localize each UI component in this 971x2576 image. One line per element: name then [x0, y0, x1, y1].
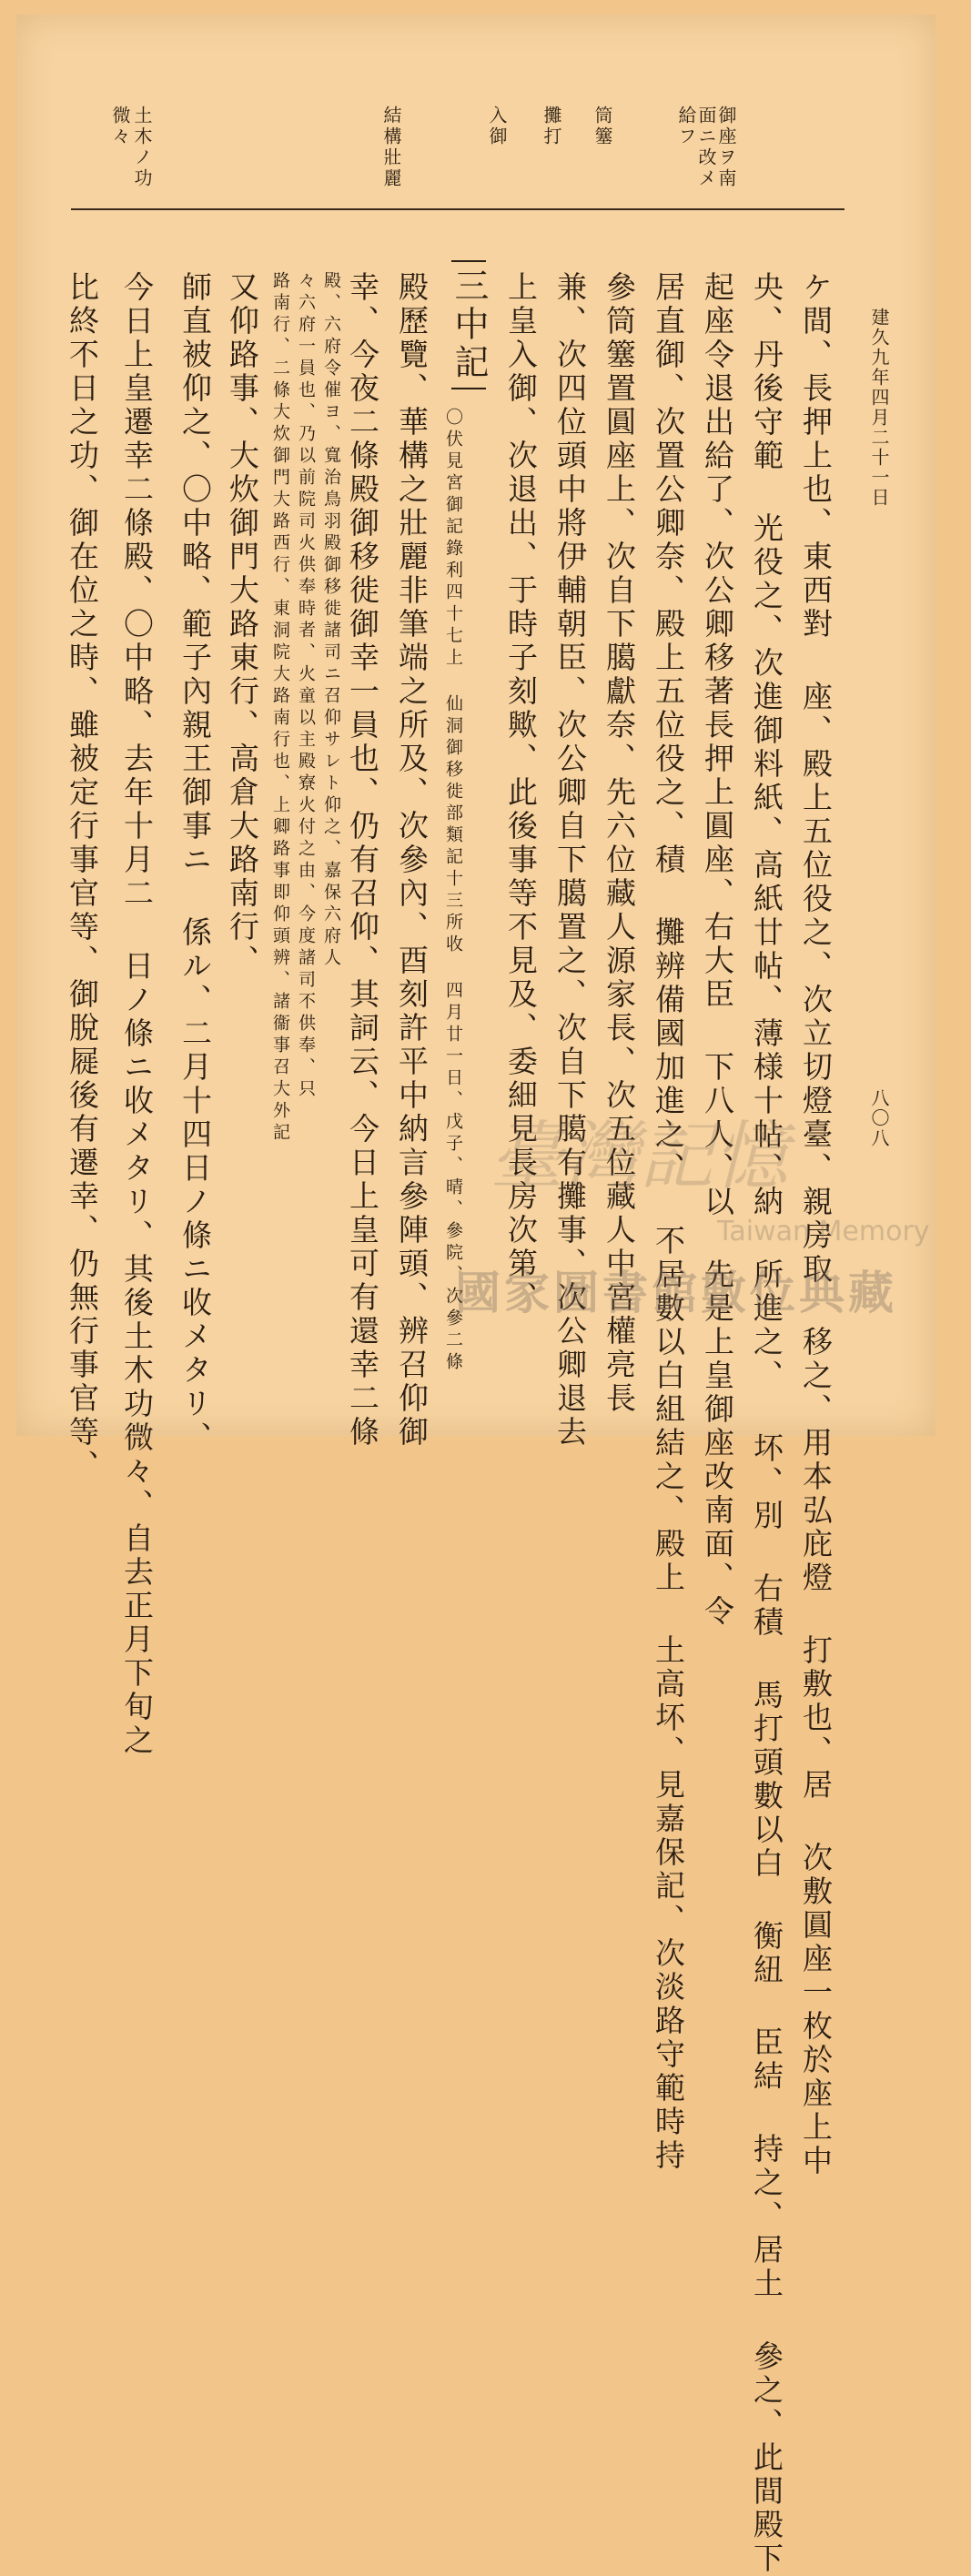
running-head-date: 建久九年四月二十一日: [868, 308, 890, 508]
margin-note: 面ニ改メ: [695, 106, 717, 189]
text-column: 殿、六府令催ヨ、寬治鳥羽殿御移徙諸司ニ召仰サレト仰之、嘉保六府人: [321, 271, 341, 970]
margin-note: 土木ノ功: [131, 106, 153, 189]
text-column: 央、丹後守範 光役之、次進御料紙、高紙廿帖、薄様十帖、納 所進之、 坏、別 右積 馬打頭數以白 衡紐 臣結 持之、居土 參之、此間殿下: [749, 271, 784, 2576]
text-column: 兼、次四位頭中將伊輔朝臣、次公卿自下臈置之、次自下臈有攤事、次公卿退去: [552, 271, 588, 1450]
margin-note: 攤打: [541, 106, 562, 147]
watermark-institution: 國家圖書館數位典藏: [455, 1267, 897, 1319]
page-number: 八〇八: [868, 1088, 890, 1148]
text-column: 々六府一員也、乃以前院司火供奉時者、火童以主殿寮火付之由、今度諸司不供奉、只: [296, 271, 316, 1101]
margin-note: 結構壯麗: [380, 106, 402, 189]
text-column: 殿歷覽、華構之壯麗非筆端之所及、次參內、酉刻許平中納言參陣頭、辨召仰御: [394, 271, 430, 1450]
text-column: 上皇入御、次退出、于時子刻歟、此後事等不見及、委細見長房次第、: [503, 271, 539, 1315]
margin-note: 給フ: [675, 106, 697, 147]
text-column: 又仰路事、大炊御門大路東行、高倉大路南行、: [225, 271, 260, 978]
text-column: 今日上皇遷幸二條殿、〇中略、去年十月二 日ノ條ニ收メタリ、其後土木功微々、自去正月下旬之: [119, 271, 155, 1758]
text-column: 比終不日之功、御在位之時、雖被定行事官等、御脫屣後有遷幸、仍無行事官等、: [65, 271, 100, 1483]
text-column: ケ間、長押上也、東西對 座、殿上五位役之、次立切燈臺、親房取 移之、用本弘庇燈 打敷也、居 次敷圓座一枚於座上中: [798, 271, 834, 2178]
section-heading: 三中記: [451, 260, 486, 389]
margin-note: 筒簺: [592, 106, 613, 147]
margin-note: 微々: [109, 106, 131, 147]
text-column: 幸、今夜二條殿御移徙御幸一員也、仍有召仰、其詞云、今日上皇可有還幸二條: [345, 271, 380, 1450]
text-column: 〇伏見宮御記錄利四十七上 仙洞御移徙部類記十三所收 四月廿一日、戊子、晴、參院、次參二條: [443, 408, 463, 1374]
text-column: 師直被仰之、〇中略、範子內親王御事ニ 係ル、二月十四日ノ條ニ收メタリ、: [177, 271, 213, 1455]
text-column: 居直御、次置公卿奈、殿上五位役之、積 攤辨備國加進之、 不居數以白組結之、殿上 土高坏、見嘉保記、次淡路守範時持: [651, 271, 686, 2173]
book-page: [16, 15, 936, 2576]
watermark-logo: 臺灣記憶: [490, 1114, 788, 1200]
text-column: 參筒簺置圓座上、次自下臈獻奈、先六位藏人源家長、次五位藏人中宮權亮長: [602, 271, 637, 1416]
margin-note: 御座ヲ南: [715, 106, 737, 189]
margin-note: 入御: [486, 106, 508, 147]
header-rule: [71, 208, 845, 210]
watermark-english: Taiwan Memory: [717, 1216, 930, 1248]
text-column: 起座令退出給了、次公卿移著長押上圓座、右大臣 下八人、以 先是上皇御座改南面、令: [700, 271, 735, 1629]
text-column: 路南行、二條大炊御門大路西行、東洞院大路南行也、上卿路事即仰頭辨、諸衞事召大外記: [270, 271, 290, 1145]
